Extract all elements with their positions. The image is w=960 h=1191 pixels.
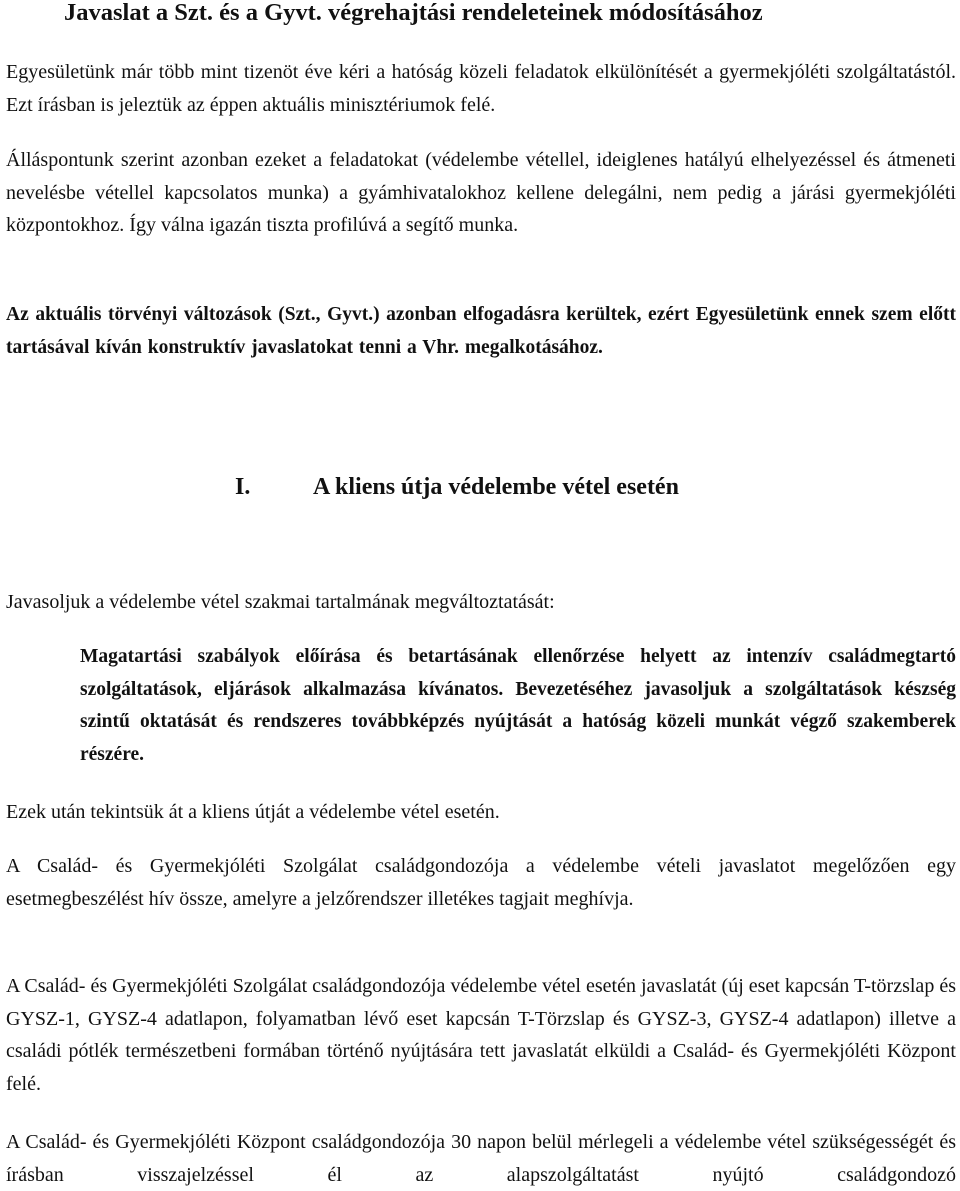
paragraph-proposal-intro: Javasoljuk a védelembe vétel szakmai tartalmának megváltoztatását:: [6, 591, 555, 613]
paragraph-intro: Egyesületünk már több mint tizenöt éve kéri a hatóság közeli feladatok elkülönítését a gyermekjóléti szolgáltatástól. Ezt írásban is jeleztük az éppen aktuális minisztériumok felé.: [6, 61, 956, 116]
paragraph-legal-changes: Az aktuális törvényi változások (Szt., Gyvt.) azonban elfogadásra kerültek, ezért Egyesületünk ennek szem előtt tartásával kíván konstruktív javaslatokat tenni a Vhr. megalkotásához.: [6, 304, 956, 358]
section-number: I.: [235, 474, 251, 500]
section-title: [235, 474, 679, 501]
section-title-text: A kliens útja védelembe vétel esetén: [313, 474, 679, 500]
paragraph-center-review: A Család- és Gyermekjóléti Központ családgondozója 30 napon belül mérlegeli a védelembe vétel szükségességét és írásban visszajelzéssel él az alapszolgáltatást nyújtó családgondozó: [6, 1131, 956, 1186]
paragraph-proposal-submission: A Család- és Gyermekjóléti Szolgálat családgondozója védelembe vétel esetén javaslatát (új eset kapcsán T-törzslap és GYSZ-1, GYSZ-4 adatlapon, folyamatban lévő eset kapcsán T-Törzslap és GYSZ-3, GYSZ-4 adatlapon) illetve a családi pótlék természetbeni formában történő nyújtására tett javaslatát elküldi a Család- és Gyermekjóléti Központ felé.: [6, 975, 956, 1095]
paragraph-case-discussion: A Család- és Gyermekjóléti Szolgálat családgondozója a védelembe vételi javaslatot megelőzően egy esetmegbeszélést hív össze, amelyre a jelzőrendszer illetékes tagjait meghívja.: [6, 855, 956, 910]
paragraph-position: Álláspontunk szerint azonban ezeket a feladatokat (védelembe vétellel, ideiglenes hatályú elhelyezéssel és átmeneti nevelésbe vétellel kapcsolatos munka) a gyámhivatalokhoz kellene delegálni, nem pedig a járási gyermekjóléti központokhoz. Így válna igazán tiszta profilúvá a segítő munka.: [6, 149, 956, 236]
paragraph-proposal: Magatartási szabályok előírása és betartásának ellenőrzése helyett az intenzív családmegtartó szolgáltatások, eljárások alkalmazása kívánatos. Bevezetéséhez javasoljuk a szolgáltatások készség szintű oktatását és rendszeres továbbképzés nyújtását a hatóság közeli munkát végző szakemberek részére.: [80, 646, 956, 765]
paragraph-client-path-intro: Ezek után tekintsük át a kliens útját a védelembe vétel esetén.: [6, 801, 500, 823]
document-heading: Javaslat a Szt. és a Gyvt. végrehajtási rendeleteinek módosításához: [64, 0, 763, 26]
